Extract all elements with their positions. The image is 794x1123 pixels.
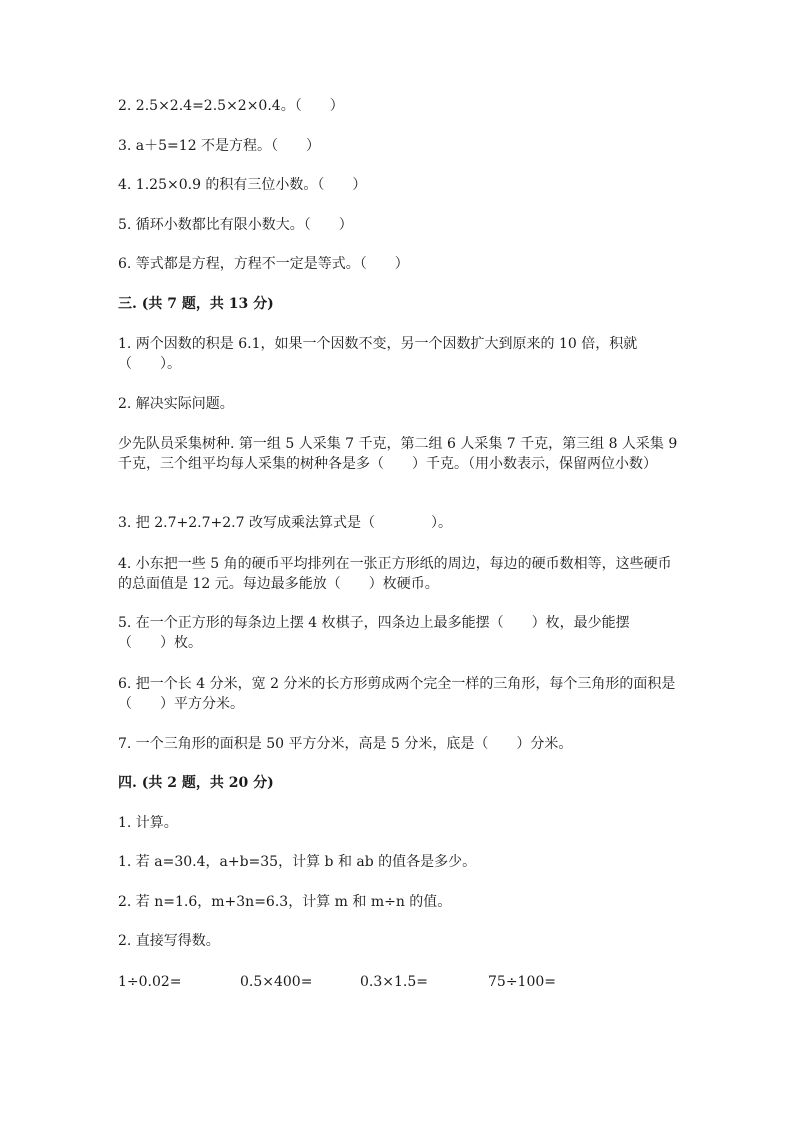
judgement-item-4: 4. 1.25×0.9 的积有三位小数。（ ） — [118, 177, 367, 193]
section-4-question-1-part-b: 2. 若 n=1.6，m+3n=6.3，计算 m 和 m÷n 的值。 — [118, 894, 452, 910]
section-3-question-7: 7. 一个三角形的面积是 50 平方分米，高是 5 分米，底是（ ）分米。 — [118, 736, 573, 752]
judgement-item-3: 3. a＋5=12 不是方程。（ ） — [118, 138, 321, 154]
judgement-item-6: 6. 等式都是方程，方程不一定是等式。（ ） — [118, 256, 409, 272]
mental-calc-item: 75÷100= — [488, 974, 556, 990]
section-3-question-2: 2. 解决实际问题。 — [118, 396, 234, 412]
section-3-question-1: 1. 两个因数的积是 6.1，如果一个因数不变，另一个因数扩大到原来的 10 倍，积就（ ）。 — [118, 336, 638, 372]
section-4-question-1: 1. 计算。 — [118, 815, 178, 831]
judgement-item-2: 2. 2.5×2.4=2.5×2×0.4。（ ） — [118, 98, 344, 114]
section-3-question-5: 5. 在一个正方形的每条边上摆 4 枚棋子，四条边上最多能摆（ ）枚，最少能摆（ ）枚。 — [118, 615, 630, 651]
judgement-item-5: 5. 循环小数都比有限小数大。（ ） — [118, 217, 353, 233]
section-4-question-1-part-a: 1. 若 a=30.4，a+b=35，计算 b 和 ab 的值各是多少。 — [118, 854, 477, 870]
section-3-question-2-text: 少先队员采集树种. 第一组 5 人采集 7 千克，第二组 6 人采集 7 千克，第三组 8 人采集 9 千克，三个组平均每人采集的树种各是多（ ）千克。（用小数表示，保留两位小数） — [118, 436, 678, 472]
mental-calc-row — [0, 972, 794, 992]
section-3-title: 三. (共 7 题，共 13 分) — [118, 296, 274, 312]
section-3-question-6: 6. 把一个长 4 分米，宽 2 分米的长方形剪成两个完全一样的三角形，每个三角形的面积是（ ）平方分米。 — [118, 676, 676, 712]
mental-calc-item: 1÷0.02= — [118, 974, 182, 990]
mental-calc-item: 0.3×1.5= — [360, 974, 428, 990]
section-3-question-4: 4. 小东把一些 5 角的硬币平均排列在一张正方形纸的周边，每边的硬币数相等，这些硬币的总面值是 12 元。每边最多能放（ ）枚硬币。 — [118, 556, 672, 592]
mental-calc-item: 0.5×400= — [240, 974, 313, 990]
section-4-question-2: 2. 直接写得数。 — [118, 933, 220, 949]
section-4-title: 四. (共 2 题，共 20 分) — [118, 775, 274, 791]
section-3-question-3: 3. 把 2.7+2.7+2.7 改写成乘法算式是（ ）。 — [118, 515, 452, 531]
